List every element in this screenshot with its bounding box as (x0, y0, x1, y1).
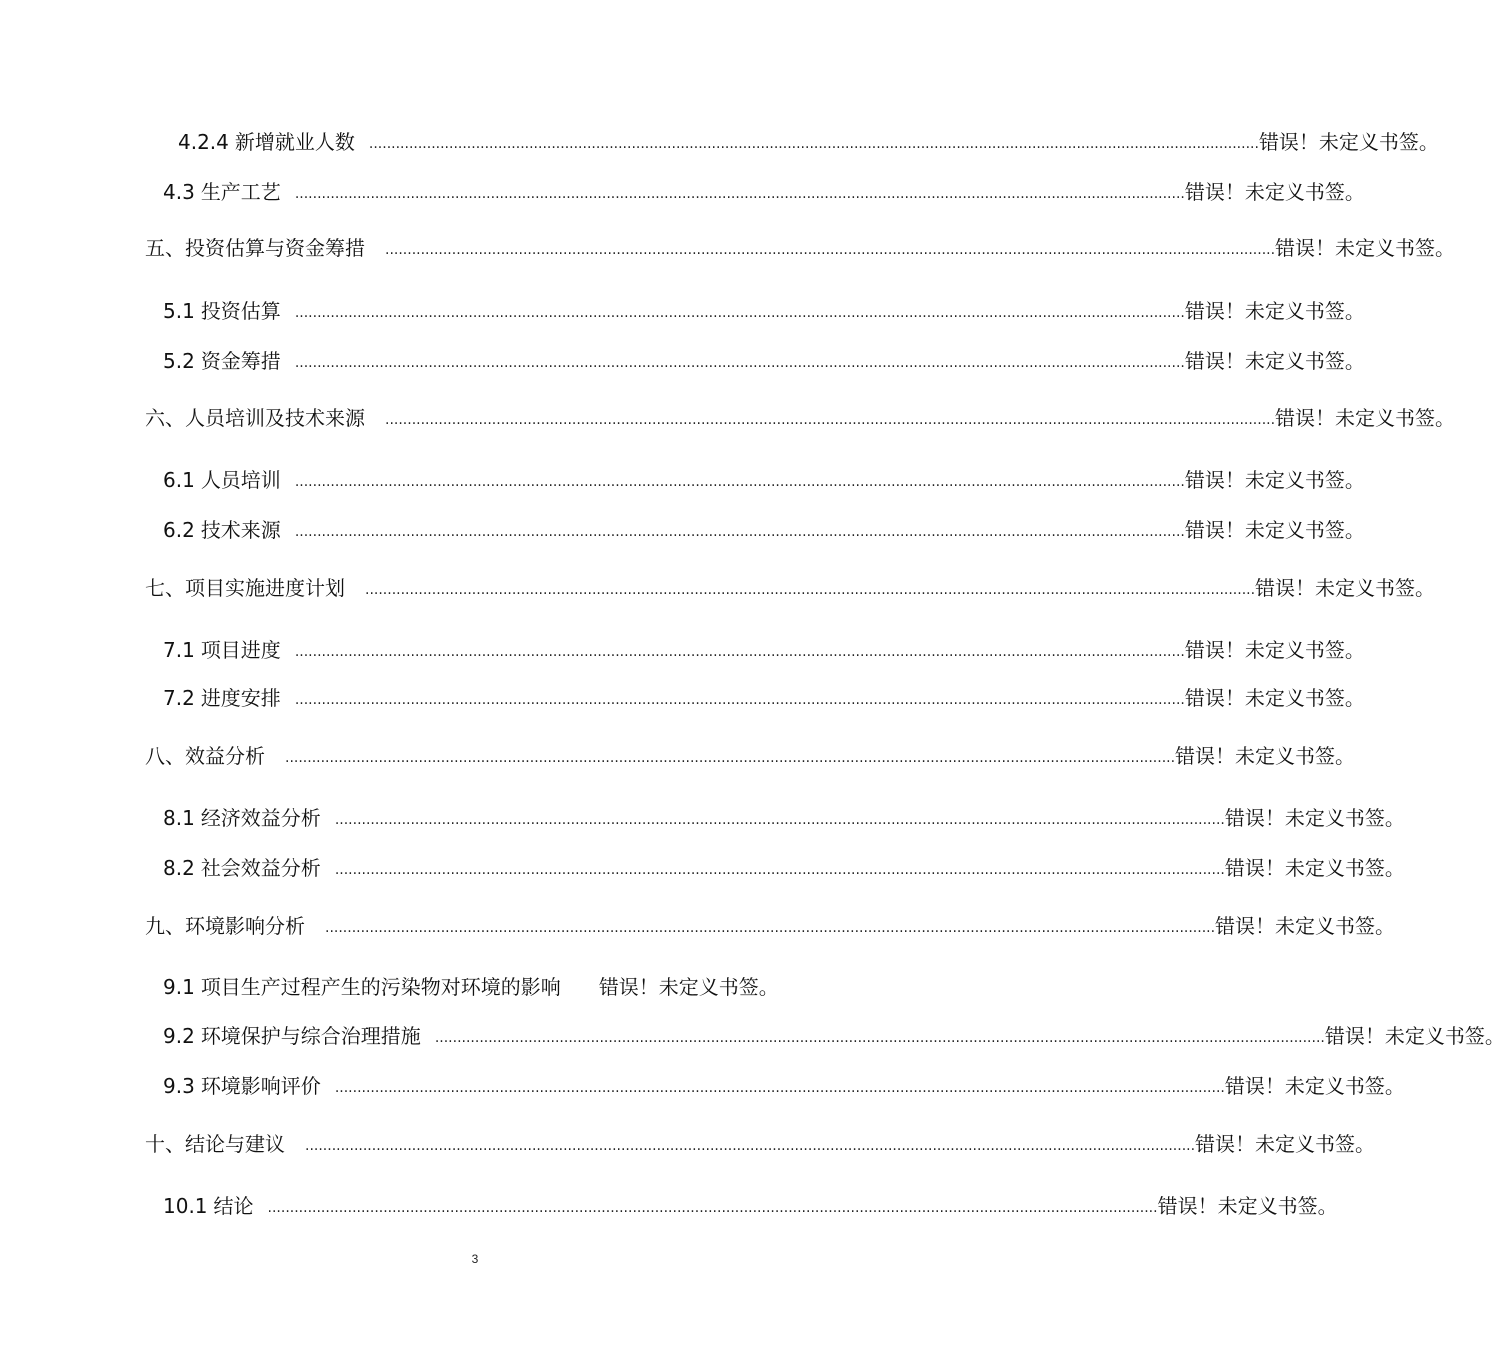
toc-entry[interactable] (145, 403, 1456, 433)
toc-entry-number: 9.3 (163, 1074, 195, 1098)
toc-entry[interactable] (163, 465, 1365, 495)
toc-entry-page-ref: 错误！未定义书签。 (1184, 468, 1365, 492)
toc-entry[interactable] (163, 515, 1365, 545)
toc-entry[interactable] (163, 1021, 1505, 1051)
toc-dot-leader: ........................................................................................................................................................................................................ (294, 644, 1185, 660)
toc-entry-title: 六、人员培训及技术来源 (145, 406, 365, 430)
toc-entry-page-ref: 错误！未定义书签。 (1157, 1194, 1338, 1218)
toc-entry-title: 九、环境影响分析 (145, 914, 305, 938)
toc-entry-title: 五、投资估算与资金筹措 (145, 236, 365, 260)
toc-entry-number: 9.1 (163, 975, 195, 999)
toc-entry-title: 技术来源 (200, 518, 281, 542)
toc-entry-title: 经济效益分析 (200, 806, 321, 830)
toc-entry-number: 6.1 (163, 468, 195, 492)
toc-entry-title: 七、项目实施进度计划 (145, 576, 345, 600)
toc-dot-leader: ........................................................................................................................................................................................................ (385, 412, 1276, 428)
toc-entry-page-ref: 错误！未定义书签。 (1255, 576, 1436, 600)
toc-entry-title: 项目进度 (200, 638, 281, 662)
toc-dot-leader: ........................................................................................................................................................................................................ (294, 474, 1185, 490)
toc-entry[interactable] (163, 177, 1365, 207)
toc-entry-title: 人员培训 (200, 468, 281, 492)
toc-entry-number: 6.2 (163, 518, 195, 542)
toc-entry[interactable] (145, 573, 1436, 603)
toc-entry-page-ref: 错误！未定义书签。 (1195, 1132, 1376, 1156)
toc-entry-title: 社会效益分析 (200, 856, 321, 880)
toc-entry[interactable] (145, 911, 1396, 941)
toc-entry-page-ref: 错误！未定义书签。 (1324, 1024, 1505, 1048)
toc-entry-page-ref: 错误！未定义书签。 (1184, 518, 1365, 542)
toc-entry-number: 8.2 (163, 856, 195, 880)
toc-entry-page-ref: 错误！未定义书签。 (1224, 1074, 1405, 1098)
toc-entry[interactable] (163, 972, 790, 1002)
toc-entry[interactable] (163, 683, 1365, 713)
toc-entry-number: 7.2 (163, 686, 195, 710)
toc-entry[interactable] (163, 803, 1405, 833)
toc-entry-number: 4.2.4 (178, 130, 229, 154)
toc-dot-leader: ........................................................................................................................................................................................................ (294, 186, 1185, 202)
toc-entry-page-ref: 错误！未定义书签。 (1224, 806, 1405, 830)
toc-entry-number: 8.1 (163, 806, 195, 830)
toc-entry-page-ref: 错误！未定义书签。 (1184, 299, 1365, 323)
toc-entry-title: 进度安排 (200, 686, 281, 710)
toc-entry-number: 4.3 (163, 180, 195, 204)
toc-dot-leader: ........................................................................................................................................................................................................ (368, 136, 1259, 152)
toc-dot-leader: ........................................................................................................................................................................................................ (434, 1030, 1325, 1046)
toc-entry-page-ref: 错误！未定义书签。 (1184, 180, 1365, 204)
toc-dot-leader: ........................................................................................................................................................................................................ (294, 355, 1185, 371)
toc-entry-page-ref: 错误！未定义书签。 (1258, 130, 1439, 154)
toc-entry[interactable] (178, 127, 1439, 157)
toc-entry-number: 5.2 (163, 349, 195, 373)
toc-entry[interactable] (145, 741, 1356, 771)
toc-entry-title: 投资估算 (200, 299, 281, 323)
toc-dot-leader: ........................................................................................................................................................................................................ (294, 305, 1185, 321)
toc-dot-leader: ........................................................................................................................................................................................................ (334, 812, 1225, 828)
toc-dot-leader: ........................................................................................................................................................................................................ (267, 1200, 1158, 1216)
toc-entry-number: 10.1 (163, 1194, 208, 1218)
toc-entry-title: 结论 (213, 1194, 254, 1218)
toc-entry-title: 项目生产过程产生的污染物对环境的影响 (200, 975, 561, 999)
toc-dot-leader: ........................................................................................................................................................................................................ (365, 582, 1256, 598)
toc-entry[interactable] (163, 853, 1405, 883)
toc-entry-number: 5.1 (163, 299, 195, 323)
page-number: 3 (471, 1252, 479, 1266)
toc-entry[interactable] (163, 635, 1365, 665)
toc-entry-page-ref: 错误！未定义书签。 (1184, 686, 1365, 710)
toc-dot-leader: ........................................................................................................................................................................................................ (385, 242, 1276, 258)
toc-entry-page-ref: 错误！未定义书签。 (1215, 914, 1396, 938)
toc-dot-leader: ........................................................................................................................................................................................................ (305, 1138, 1196, 1154)
toc-entry[interactable] (145, 233, 1456, 263)
toc-dot-leader: ........................................................................................................................................................................................................ (294, 692, 1185, 708)
toc-entry[interactable] (163, 1191, 1338, 1221)
toc-entry-number: 9.2 (163, 1024, 195, 1048)
toc-entry-title: 资金筹措 (200, 349, 281, 373)
toc-dot-leader: ........................................................................................................................................................................................................ (285, 750, 1176, 766)
toc-entry-title: 环境保护与综合治理措施 (200, 1024, 421, 1048)
toc-dot-leader: ........................................................................................................................................................................................................ (334, 862, 1225, 878)
toc-entry-page-ref: 错误！未定义书签。 (1184, 349, 1365, 373)
toc-entry-page-ref: 错误！未定义书签。 (1224, 856, 1405, 880)
toc-entry[interactable] (163, 1071, 1405, 1101)
toc-entry[interactable] (163, 296, 1365, 326)
toc-entry-page-ref: 错误！未定义书签。 (1175, 744, 1356, 768)
toc-dot-leader: ........................................................................................................................................................................................................ (325, 920, 1216, 936)
toc-dot-leader: ........................................................................................................................................................................................................ (334, 1080, 1225, 1096)
toc-entry-title: 新增就业人数 (234, 130, 355, 154)
toc-entry-page-ref: 错误！未定义书签。 (1184, 638, 1365, 662)
toc-entry-number: 7.1 (163, 638, 195, 662)
toc-entry-title: 环境影响评价 (200, 1074, 321, 1098)
toc-entry-title: 十、结论与建议 (145, 1132, 285, 1156)
toc-entry[interactable] (163, 346, 1365, 376)
toc-entry-page-ref: 错误！未定义书签。 (1275, 406, 1456, 430)
toc-entry-title: 生产工艺 (200, 180, 281, 204)
toc-entry-page-ref: 错误！未定义书签。 (1275, 236, 1456, 260)
toc-entry[interactable] (145, 1129, 1376, 1159)
toc-entry-title: 八、效益分析 (145, 744, 265, 768)
toc-dot-leader: ........................................................................................................................................................................................................ (294, 524, 1185, 540)
toc-entry-page-ref: 错误！未定义书签。 (598, 975, 779, 999)
